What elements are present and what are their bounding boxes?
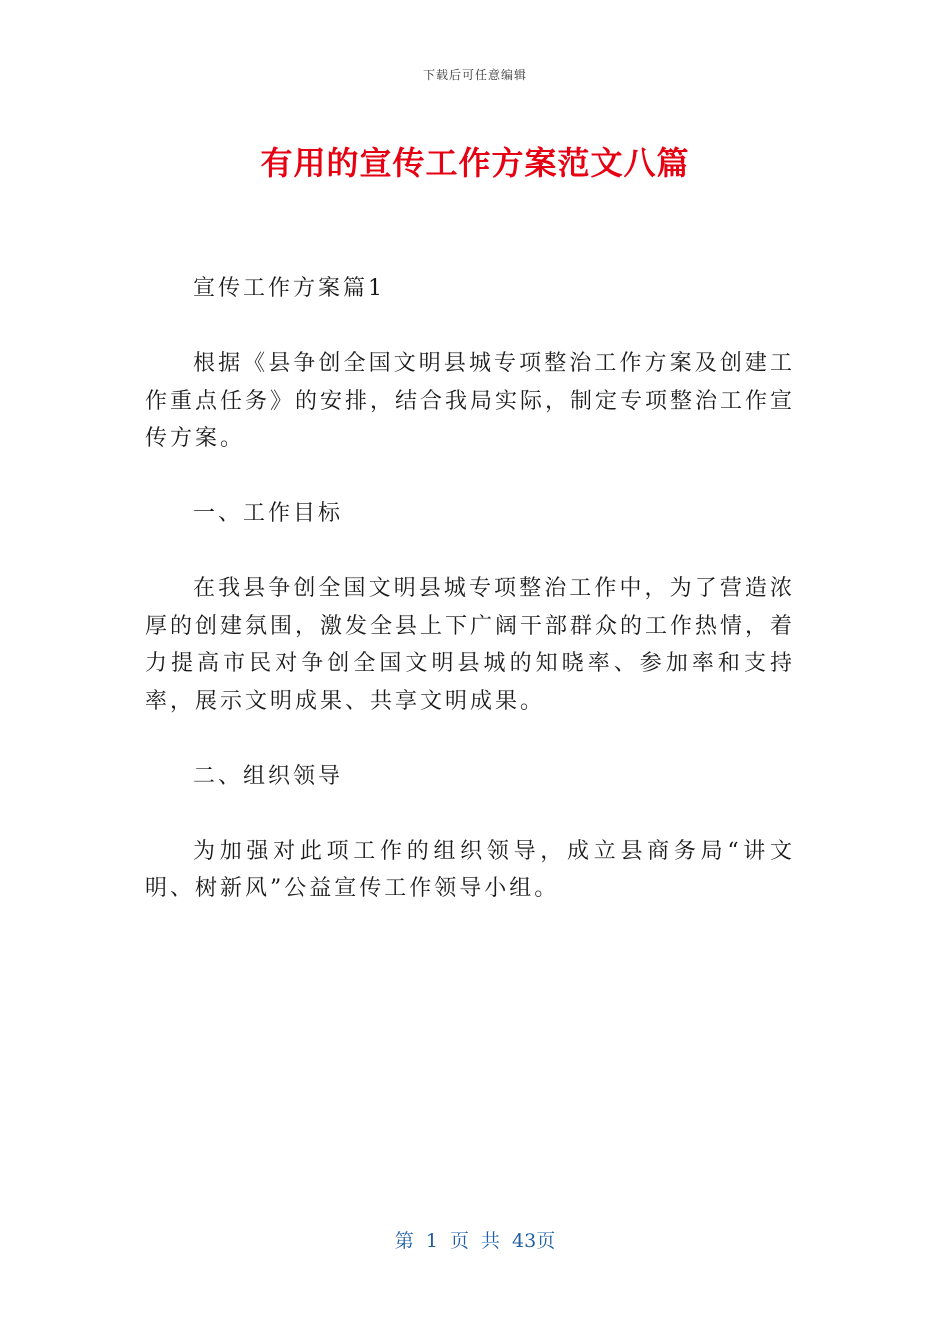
section-heading-plan-1: 宣传工作方案篇1 — [193, 276, 385, 301]
paragraph-intro: 根据《县争创全国文明县城专项整治工作方案及创建工作重点任务》的安排，结合我局实际，制定专项整治工作宣传方案。 — [145, 351, 796, 451]
document-body — [145, 270, 795, 945]
document-title: 有用的宣传工作方案范文八篇 — [260, 144, 690, 182]
paragraph-goals: 在我县争创全国文明县城专项整治工作中，为了营造浓厚的创建氛围，激发全县上下广阔干部群众的工作热情，着力提高市民对争创全国文明县城的知晓率、参加率和支持率，展示文明成果、共享文明成果。 — [145, 576, 796, 714]
section-heading-goals: 一、工作目标 — [193, 501, 344, 526]
header-note: 下载后可任意编辑 — [422, 68, 527, 82]
page-number-footer: 第 1 页 共 43页 — [394, 1230, 556, 1252]
paragraph-leadership: 为加强对此项工作的组织领导，成立县商务局“讲文明、树新风”公益宣传工作领导小组。 — [145, 838, 795, 901]
section-heading-leadership: 二、组织领导 — [193, 763, 344, 789]
